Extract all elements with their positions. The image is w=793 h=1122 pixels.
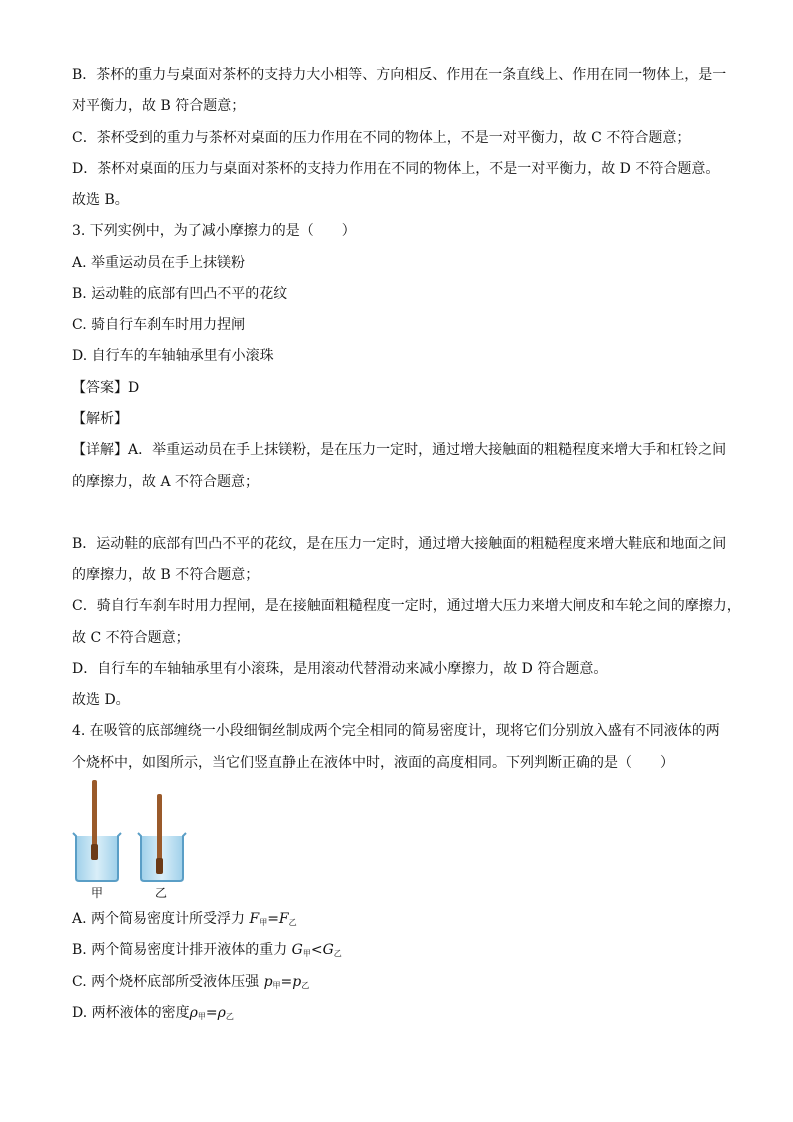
option-a-symbol-1: F bbox=[249, 911, 260, 927]
beakers-figure bbox=[68, 778, 198, 908]
beakers-illustration bbox=[68, 778, 198, 884]
analysis-label: 【解析】 bbox=[72, 411, 128, 427]
question-4-stem-1: 4. 在吸管的底部缠绕一小段细铜丝制成两个完全相同的简易密度计，现将它们分别放入盛有不同液体的两 bbox=[72, 723, 720, 739]
text-line-choose-d: 故选 D。 bbox=[72, 692, 130, 708]
option-b-symbol-1: G bbox=[291, 942, 303, 958]
text-line-b-explanation-2: 对平衡力，故 B 符合题意； bbox=[72, 98, 246, 114]
option-b-subscript-1: 甲 bbox=[302, 949, 311, 958]
option-a-operator: = bbox=[267, 911, 279, 927]
text-line-b-explanation-1: B．茶杯的重力与桌面对茶杯的支持力大小相等、方向相反、作用在一条直线上、作用在同一物体上，是一 bbox=[72, 67, 727, 83]
option-d-text: D. 两杯液体的密度 bbox=[72, 1005, 190, 1021]
option-c-symbol-1: p bbox=[263, 974, 273, 990]
question-4-option-a bbox=[72, 910, 297, 932]
question-3-option-b: B. 运动鞋的底部有凹凸不平的花纹 bbox=[72, 286, 288, 302]
question-3-option-a: A. 举重运动员在手上抹镁粉 bbox=[72, 255, 246, 271]
option-d-subscript-2: 乙 bbox=[225, 1012, 234, 1021]
option-c-operator: = bbox=[280, 974, 293, 990]
option-c-text: C. 两个烧杯底部所受液体压强 bbox=[72, 974, 264, 990]
text-line-c-explanation: C．茶杯受到的重力与茶杯对桌面的压力作用在不同的物体上，不是一对平衡力，故 C 不符合题意； bbox=[72, 130, 691, 146]
question-4-option-b bbox=[72, 941, 342, 963]
text-line-d-explanation: D．茶杯对桌面的压力与桌面对茶杯的支持力作用在不同的物体上，不是一对平衡力，故 D 不符合题意。 bbox=[72, 161, 720, 177]
option-a-symbol-2: F bbox=[278, 911, 289, 927]
detail-c-line-2: 故 C 不符合题意； bbox=[72, 630, 190, 646]
detail-a-line-1: 【详解】A．举重运动员在手上抹镁粉，是在压力一定时，通过增大接触面的粗糙程度来增大手和杠铃之间 bbox=[72, 442, 727, 458]
question-4-option-d bbox=[72, 1004, 234, 1026]
question-3-option-d: D. 自行车的车轴轴承里有小滚珠 bbox=[72, 348, 274, 364]
option-d-symbol-1: ρ bbox=[189, 1005, 198, 1021]
detail-c-line-1: C．骑自行车刹车时用力捏闸，是在接触面粗糙程度一定时，通过增大压力来增大闸皮和车轮之间的摩擦力， bbox=[72, 598, 741, 614]
beaker-right bbox=[138, 794, 186, 881]
detail-d-line: D．自行车的车轴轴承里有小滚珠，是用滚动代替滑动来减小摩擦力，故 D 符合题意。 bbox=[72, 661, 608, 677]
option-d-operator: = bbox=[205, 1005, 218, 1021]
option-d-symbol-2: ρ bbox=[217, 1005, 226, 1021]
beaker-label-jia: 甲 bbox=[91, 886, 104, 900]
text-line-choose-b: 故选 B。 bbox=[72, 192, 129, 208]
copper-wire-right bbox=[156, 858, 163, 874]
option-b-text: B. 两个简易密度计排开液体的重力 bbox=[72, 942, 292, 958]
option-b-subscript-2: 乙 bbox=[333, 949, 342, 958]
copper-wire-left bbox=[91, 844, 98, 860]
question-3-stem: 3. 下列实例中，为了减小摩擦力的是（ ） bbox=[72, 223, 356, 239]
question-3-option-c: C. 骑自行车刹车时用力捏闸 bbox=[72, 317, 246, 333]
detail-b-line-1: B．运动鞋的底部有凹凸不平的花纹，是在压力一定时，通过增大接触面的粗糙程度来增大鞋底和地面之间 bbox=[72, 536, 727, 552]
beaker-label-yi: 乙 bbox=[155, 886, 168, 900]
detail-a-line-2: 的摩擦力，故 A 不符合题意； bbox=[72, 474, 260, 490]
question-4-option-c bbox=[72, 973, 309, 995]
answer-label: 【答案】D bbox=[72, 380, 140, 396]
detail-b-line-2: 的摩擦力，故 B 不符合题意； bbox=[72, 567, 260, 583]
option-c-symbol-2: p bbox=[292, 974, 302, 990]
option-b-symbol-2: G bbox=[322, 942, 334, 958]
option-b-operator: < bbox=[310, 942, 323, 958]
beaker-left bbox=[73, 780, 121, 881]
option-a-subscript-2: 乙 bbox=[288, 918, 297, 927]
option-c-subscript-1: 甲 bbox=[272, 981, 281, 990]
option-c-subscript-2: 乙 bbox=[301, 981, 310, 990]
question-4-stem-2: 个烧杯中，如图所示，当它们竖直静止在液体中时，液面的高度相同。下列判断正确的是（ ） bbox=[72, 755, 674, 771]
option-a-subscript-1: 甲 bbox=[259, 918, 268, 927]
option-a-text: A. 两个简易密度计所受浮力 bbox=[72, 911, 250, 927]
option-d-subscript-1: 甲 bbox=[197, 1012, 206, 1021]
